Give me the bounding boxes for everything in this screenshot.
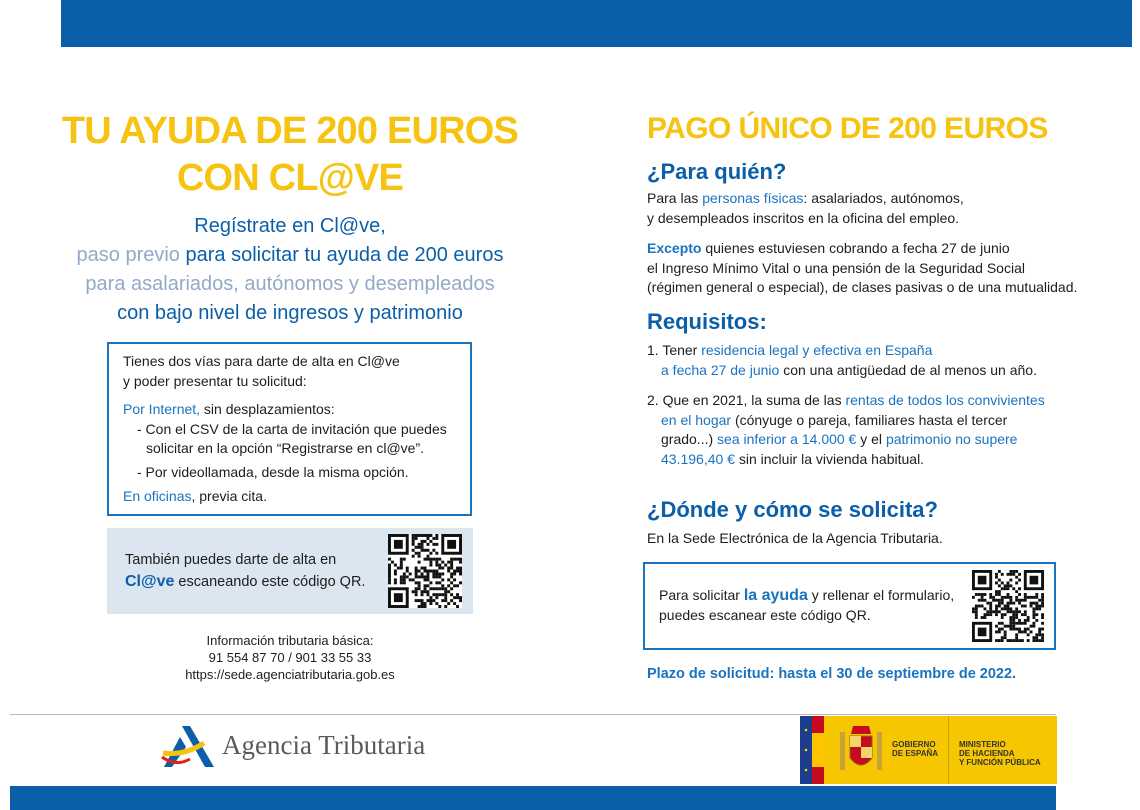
- bottom-banner-bar: [10, 786, 1056, 810]
- main-title-line1: TU AYUDA DE 200 EUROS: [61, 110, 519, 152]
- info-url[interactable]: https://sede.agenciatributaria.gob.es: [185, 667, 395, 682]
- oficinas-link[interactable]: En oficinas: [123, 488, 192, 504]
- office-option: En oficinas, previa cita.: [123, 488, 267, 504]
- qr-clave-text: También puedes darte de alta en Cl@ve escaneando este código QR.: [125, 552, 366, 590]
- plazo-text: Plazo de solicitud: hasta el 30 de septiembre de 2022.: [647, 666, 1017, 682]
- footer-divider: [10, 714, 1056, 715]
- subtitle-line4: con bajo nivel de ingresos y patrimonio: [117, 302, 463, 324]
- internet-link[interactable]: Por Internet,: [123, 401, 201, 417]
- info-heading: Información tributaria básica:: [206, 633, 374, 648]
- csv-option-line1: - Con el CSV de la carta de invitación que puedes: [137, 420, 447, 437]
- ministerio-label: MINISTERIO DE HACIENDA Y FUNCIÓN PÚBLICA: [959, 740, 1041, 767]
- donde-text: En la Sede Electrónica de la Agencia Tributaria.: [647, 530, 943, 546]
- subtitle-line3: para asalariados, autónomos y desempleados: [85, 273, 495, 295]
- spain-coat-of-arms-icon: [836, 722, 886, 778]
- para-quien-heading: ¿Para quién?: [647, 159, 787, 184]
- eu-flag-icon: [800, 716, 824, 784]
- qr-code-icon[interactable]: [972, 570, 1044, 642]
- qr-code-icon[interactable]: [388, 534, 462, 608]
- registration-options-box: [107, 342, 472, 516]
- subtitle-line2: [40, 241, 540, 270]
- internet-option: Por Internet, sin desplazamientos:: [123, 401, 335, 417]
- personas-fisicas-link: personas físicas: [702, 190, 804, 206]
- requisitos-list: 1. Tener residencia legal y efectiva en España a fecha 27 de junio con una antigüedad de al menos un año. 2. Que en 2021, la suma de las rentas de todos los convivientes en el hogar (cónyuge o pareja, familiares hasta el tercer grado...) sea inferior a 14.000 € y el patrimonio no supere 43.196,40 € sin incluir la vivienda habitual.: [647, 342, 1045, 467]
- video-option: - Por videollamada, desde la misma opción.: [137, 463, 409, 480]
- gov-separator: [948, 716, 949, 784]
- agency-name: Agencia Tributaria: [222, 730, 426, 760]
- government-logo-block: [800, 716, 1057, 784]
- la-ayuda-label: la ayuda: [743, 587, 808, 604]
- subtitle-line1: Regístrate en Cl@ve,: [194, 215, 386, 237]
- box-intro-line1: Tienes dos vías para darte de alta en Cl@ve: [123, 353, 400, 369]
- subtitle-muted: paso previo: [76, 244, 180, 266]
- top-banner-bar: [61, 0, 1132, 47]
- excepto-label: Excepto: [647, 240, 702, 256]
- csv-option-line2: solicitar en la opción “Registrarse en cl@ve”.: [146, 440, 424, 456]
- solicitud-qr-text: Para solicitar la ayuda y rellenar el formulario, puedes escanear este código QR.: [659, 587, 955, 623]
- subtitle-emphasis: para solicitar tu ayuda de 200 euros: [179, 244, 504, 266]
- gobierno-label: GOBIERNO DE ESPAÑA: [892, 740, 939, 758]
- clave-name: Cl@ve: [125, 573, 175, 590]
- agencia-tributaria-logo-icon: [160, 723, 218, 773]
- info-phone: 91 554 87 70 / 901 33 55 33: [208, 650, 372, 665]
- right-title: PAGO ÚNICO DE 200 EUROS: [647, 112, 1048, 145]
- box-intro-line2: y poder presentar tu solicitud:: [123, 372, 307, 389]
- donde-heading: ¿Dónde y cómo se solicita?: [647, 497, 938, 522]
- para-quien-text: Para las personas físicas: asalariados, autónomos, y desempleados inscritos en la oficina del empleo. Excepto quienes estuviesen cobrando a fecha 27 de junio el Ingreso Mínimo Vital o una pensión de la Seguridad Social (régimen general o especial), de clases pasivas o de una mutualidad.: [647, 190, 1078, 295]
- requisitos-heading: Requisitos:: [647, 309, 767, 334]
- main-title-line2: CON CL@VE: [176, 157, 404, 199]
